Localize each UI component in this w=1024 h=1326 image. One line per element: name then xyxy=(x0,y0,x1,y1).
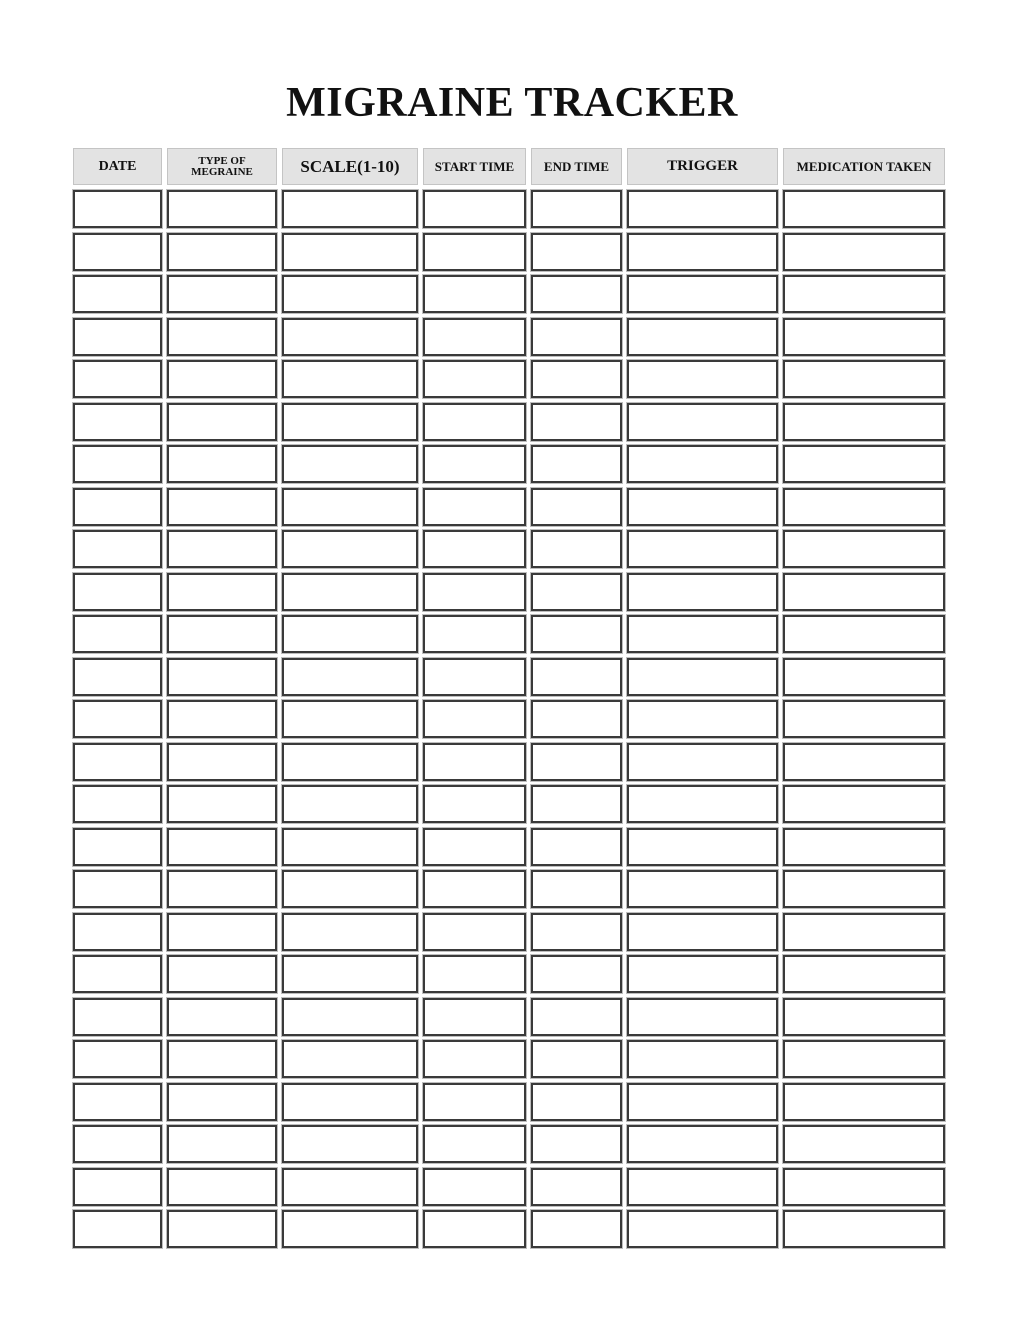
entry-cell-start-time[interactable] xyxy=(423,700,526,738)
entry-cell-medication[interactable] xyxy=(783,1040,945,1078)
entry-cell-scale[interactable] xyxy=(282,488,418,526)
entry-cell-trigger[interactable] xyxy=(627,360,778,398)
entry-cell-type[interactable] xyxy=(167,360,277,398)
entry-cell-trigger[interactable] xyxy=(627,658,778,696)
entry-cell-medication[interactable] xyxy=(783,1125,945,1163)
entry-cell-type[interactable] xyxy=(167,445,277,483)
entry-cell-medication[interactable] xyxy=(783,828,945,866)
entry-cell-start-time[interactable] xyxy=(423,998,526,1036)
entry-cell-scale[interactable] xyxy=(282,828,418,866)
entry-cell-date[interactable] xyxy=(73,1040,162,1078)
entry-cell-medication[interactable] xyxy=(783,1210,945,1248)
entry-cell-end-time[interactable] xyxy=(531,1125,622,1163)
entry-cell-start-time[interactable] xyxy=(423,1168,526,1206)
entry-cell-medication[interactable] xyxy=(783,913,945,951)
entry-cell-trigger[interactable] xyxy=(627,913,778,951)
entry-cell-end-time[interactable] xyxy=(531,828,622,866)
entry-cell-trigger[interactable] xyxy=(627,785,778,823)
entry-cell-type[interactable] xyxy=(167,785,277,823)
entry-cell-start-time[interactable] xyxy=(423,658,526,696)
entry-cell-trigger[interactable] xyxy=(627,573,778,611)
entry-cell-start-time[interactable] xyxy=(423,360,526,398)
entry-cell-end-time[interactable] xyxy=(531,190,622,228)
entry-cell-type[interactable] xyxy=(167,828,277,866)
entry-cell-medication[interactable] xyxy=(783,700,945,738)
entry-cell-start-time[interactable] xyxy=(423,530,526,568)
entry-cell-scale[interactable] xyxy=(282,318,418,356)
entry-cell-type[interactable] xyxy=(167,870,277,908)
entry-cell-trigger[interactable] xyxy=(627,1040,778,1078)
entry-cell-scale[interactable] xyxy=(282,870,418,908)
entry-cell-scale[interactable] xyxy=(282,573,418,611)
entry-cell-medication[interactable] xyxy=(783,190,945,228)
entry-cell-trigger[interactable] xyxy=(627,318,778,356)
entry-cell-date[interactable] xyxy=(73,1083,162,1121)
entry-cell-medication[interactable] xyxy=(783,658,945,696)
entry-cell-end-time[interactable] xyxy=(531,445,622,483)
entry-cell-trigger[interactable] xyxy=(627,530,778,568)
entry-cell-end-time[interactable] xyxy=(531,403,622,441)
entry-cell-medication[interactable] xyxy=(783,870,945,908)
entry-cell-date[interactable] xyxy=(73,1210,162,1248)
entry-cell-end-time[interactable] xyxy=(531,615,622,653)
entry-cell-date[interactable] xyxy=(73,445,162,483)
entry-cell-start-time[interactable] xyxy=(423,488,526,526)
entry-cell-trigger[interactable] xyxy=(627,1083,778,1121)
entry-cell-medication[interactable] xyxy=(783,275,945,313)
entry-cell-end-time[interactable] xyxy=(531,870,622,908)
entry-cell-date[interactable] xyxy=(73,998,162,1036)
entry-cell-date[interactable] xyxy=(73,233,162,271)
entry-cell-date[interactable] xyxy=(73,275,162,313)
entry-cell-trigger[interactable] xyxy=(627,275,778,313)
entry-cell-trigger[interactable] xyxy=(627,615,778,653)
entry-cell-scale[interactable] xyxy=(282,658,418,696)
entry-cell-date[interactable] xyxy=(73,488,162,526)
entry-cell-date[interactable] xyxy=(73,700,162,738)
entry-cell-medication[interactable] xyxy=(783,615,945,653)
entry-cell-end-time[interactable] xyxy=(531,998,622,1036)
entry-cell-date[interactable] xyxy=(73,318,162,356)
entry-cell-date[interactable] xyxy=(73,828,162,866)
entry-cell-trigger[interactable] xyxy=(627,955,778,993)
column-header-start-time: START TIME xyxy=(423,148,526,185)
entry-cell-end-time[interactable] xyxy=(531,955,622,993)
entry-cell-type[interactable] xyxy=(167,658,277,696)
entry-cell-end-time[interactable] xyxy=(531,785,622,823)
entry-cell-trigger[interactable] xyxy=(627,870,778,908)
entry-cell-date[interactable] xyxy=(73,615,162,653)
entry-cell-scale[interactable] xyxy=(282,360,418,398)
entry-cell-date[interactable] xyxy=(73,403,162,441)
entry-cell-medication[interactable] xyxy=(783,743,945,781)
entry-cell-medication[interactable] xyxy=(783,785,945,823)
entry-cell-start-time[interactable] xyxy=(423,615,526,653)
entry-cell-date[interactable] xyxy=(73,1125,162,1163)
entry-cell-start-time[interactable] xyxy=(423,190,526,228)
entry-cell-date[interactable] xyxy=(73,955,162,993)
entry-cell-scale[interactable] xyxy=(282,1168,418,1206)
entry-cell-date[interactable] xyxy=(73,658,162,696)
entry-cell-scale[interactable] xyxy=(282,530,418,568)
entry-cell-start-time[interactable] xyxy=(423,870,526,908)
entry-cell-type[interactable] xyxy=(167,275,277,313)
entry-cell-end-time[interactable] xyxy=(531,1210,622,1248)
entry-cell-trigger[interactable] xyxy=(627,233,778,271)
entry-cell-scale[interactable] xyxy=(282,913,418,951)
entry-cell-scale[interactable] xyxy=(282,1083,418,1121)
entry-cell-type[interactable] xyxy=(167,913,277,951)
entry-cell-end-time[interactable] xyxy=(531,700,622,738)
entry-cell-trigger[interactable] xyxy=(627,1125,778,1163)
column-header-scale: SCALE(1-10) xyxy=(282,148,418,185)
entry-cell-trigger[interactable] xyxy=(627,828,778,866)
entry-cell-trigger[interactable] xyxy=(627,403,778,441)
entry-cell-start-time[interactable] xyxy=(423,573,526,611)
column-header-end-time: END TIME xyxy=(531,148,622,185)
entry-cell-end-time[interactable] xyxy=(531,913,622,951)
entry-cell-scale[interactable] xyxy=(282,743,418,781)
entry-cell-type[interactable] xyxy=(167,488,277,526)
entry-cell-start-time[interactable] xyxy=(423,445,526,483)
entry-cell-end-time[interactable] xyxy=(531,233,622,271)
entry-cell-medication[interactable] xyxy=(783,488,945,526)
entry-cell-medication[interactable] xyxy=(783,530,945,568)
entry-cell-end-time[interactable] xyxy=(531,743,622,781)
entry-cell-end-time[interactable] xyxy=(531,360,622,398)
entry-cell-start-time[interactable] xyxy=(423,743,526,781)
entry-cell-scale[interactable] xyxy=(282,955,418,993)
entry-cell-start-time[interactable] xyxy=(423,785,526,823)
entry-cell-trigger[interactable] xyxy=(627,998,778,1036)
entry-cell-end-time[interactable] xyxy=(531,530,622,568)
entry-cell-trigger[interactable] xyxy=(627,1210,778,1248)
page-title: MIGRAINE TRACKER xyxy=(286,80,738,126)
entry-cell-date[interactable] xyxy=(73,743,162,781)
entry-cell-medication[interactable] xyxy=(783,573,945,611)
entry-cell-type[interactable] xyxy=(167,955,277,993)
entry-cell-start-time[interactable] xyxy=(423,275,526,313)
entry-cell-type[interactable] xyxy=(167,318,277,356)
entry-cell-medication[interactable] xyxy=(783,955,945,993)
entry-cell-trigger[interactable] xyxy=(627,488,778,526)
entry-cell-type[interactable] xyxy=(167,190,277,228)
entry-cell-type[interactable] xyxy=(167,1125,277,1163)
entry-cell-medication[interactable] xyxy=(783,318,945,356)
entry-cell-end-time[interactable] xyxy=(531,1083,622,1121)
entry-cell-scale[interactable] xyxy=(282,190,418,228)
entry-cell-medication[interactable] xyxy=(783,445,945,483)
entry-cell-start-time[interactable] xyxy=(423,1083,526,1121)
entry-cell-medication[interactable] xyxy=(783,998,945,1036)
entry-cell-date[interactable] xyxy=(73,573,162,611)
column-header-type: TYPE OF MEGRAINE xyxy=(167,148,277,185)
entry-cell-date[interactable] xyxy=(73,360,162,398)
entry-cell-scale[interactable] xyxy=(282,403,418,441)
entry-cell-scale[interactable] xyxy=(282,275,418,313)
column-header-medication: MEDICATION TAKEN xyxy=(783,148,945,185)
entry-cell-date[interactable] xyxy=(73,913,162,951)
entry-cell-scale[interactable] xyxy=(282,1125,418,1163)
entry-cell-type[interactable] xyxy=(167,1040,277,1078)
entry-cell-scale[interactable] xyxy=(282,233,418,271)
entry-cell-type[interactable] xyxy=(167,233,277,271)
entry-cell-date[interactable] xyxy=(73,530,162,568)
entry-cell-type[interactable] xyxy=(167,1210,277,1248)
entry-cell-end-time[interactable] xyxy=(531,488,622,526)
entry-cell-medication[interactable] xyxy=(783,360,945,398)
entry-cell-start-time[interactable] xyxy=(423,318,526,356)
entry-cell-start-time[interactable] xyxy=(423,913,526,951)
entry-cell-start-time[interactable] xyxy=(423,955,526,993)
entry-cell-trigger[interactable] xyxy=(627,1168,778,1206)
entry-cell-type[interactable] xyxy=(167,1083,277,1121)
entry-cell-end-time[interactable] xyxy=(531,275,622,313)
entry-cell-scale[interactable] xyxy=(282,445,418,483)
entry-cell-date[interactable] xyxy=(73,870,162,908)
entry-cell-date[interactable] xyxy=(73,190,162,228)
entry-cell-medication[interactable] xyxy=(783,403,945,441)
entry-cell-type[interactable] xyxy=(167,1168,277,1206)
entry-cell-trigger[interactable] xyxy=(627,743,778,781)
entry-cell-scale[interactable] xyxy=(282,1040,418,1078)
entry-cell-type[interactable] xyxy=(167,700,277,738)
entry-cell-end-time[interactable] xyxy=(531,573,622,611)
entry-cell-type[interactable] xyxy=(167,743,277,781)
entry-cell-type[interactable] xyxy=(167,998,277,1036)
entry-cell-start-time[interactable] xyxy=(423,1125,526,1163)
column-header-trigger: TRIGGER xyxy=(627,148,778,185)
entry-cell-trigger[interactable] xyxy=(627,190,778,228)
entry-cell-scale[interactable] xyxy=(282,998,418,1036)
entry-cell-medication[interactable] xyxy=(783,233,945,271)
entry-cell-trigger[interactable] xyxy=(627,445,778,483)
entry-cell-type[interactable] xyxy=(167,615,277,653)
entry-cell-medication[interactable] xyxy=(783,1168,945,1206)
entry-cell-type[interactable] xyxy=(167,530,277,568)
entry-cell-start-time[interactable] xyxy=(423,1210,526,1248)
column-header-date: DATE xyxy=(73,148,162,185)
entry-cell-scale[interactable] xyxy=(282,615,418,653)
entry-cell-scale[interactable] xyxy=(282,700,418,738)
entry-cell-start-time[interactable] xyxy=(423,233,526,271)
entry-cell-scale[interactable] xyxy=(282,785,418,823)
entry-cell-end-time[interactable] xyxy=(531,318,622,356)
entry-cell-medication[interactable] xyxy=(783,1083,945,1121)
entry-cell-type[interactable] xyxy=(167,573,277,611)
entry-cell-date[interactable] xyxy=(73,785,162,823)
entry-cell-start-time[interactable] xyxy=(423,1040,526,1078)
entry-cell-scale[interactable] xyxy=(282,1210,418,1248)
entry-cell-trigger[interactable] xyxy=(627,700,778,738)
entry-cell-date[interactable] xyxy=(73,1168,162,1206)
entry-cell-end-time[interactable] xyxy=(531,1040,622,1078)
entry-cell-end-time[interactable] xyxy=(531,1168,622,1206)
entry-cell-start-time[interactable] xyxy=(423,828,526,866)
entry-cell-type[interactable] xyxy=(167,403,277,441)
entry-cell-end-time[interactable] xyxy=(531,658,622,696)
entry-cell-start-time[interactable] xyxy=(423,403,526,441)
